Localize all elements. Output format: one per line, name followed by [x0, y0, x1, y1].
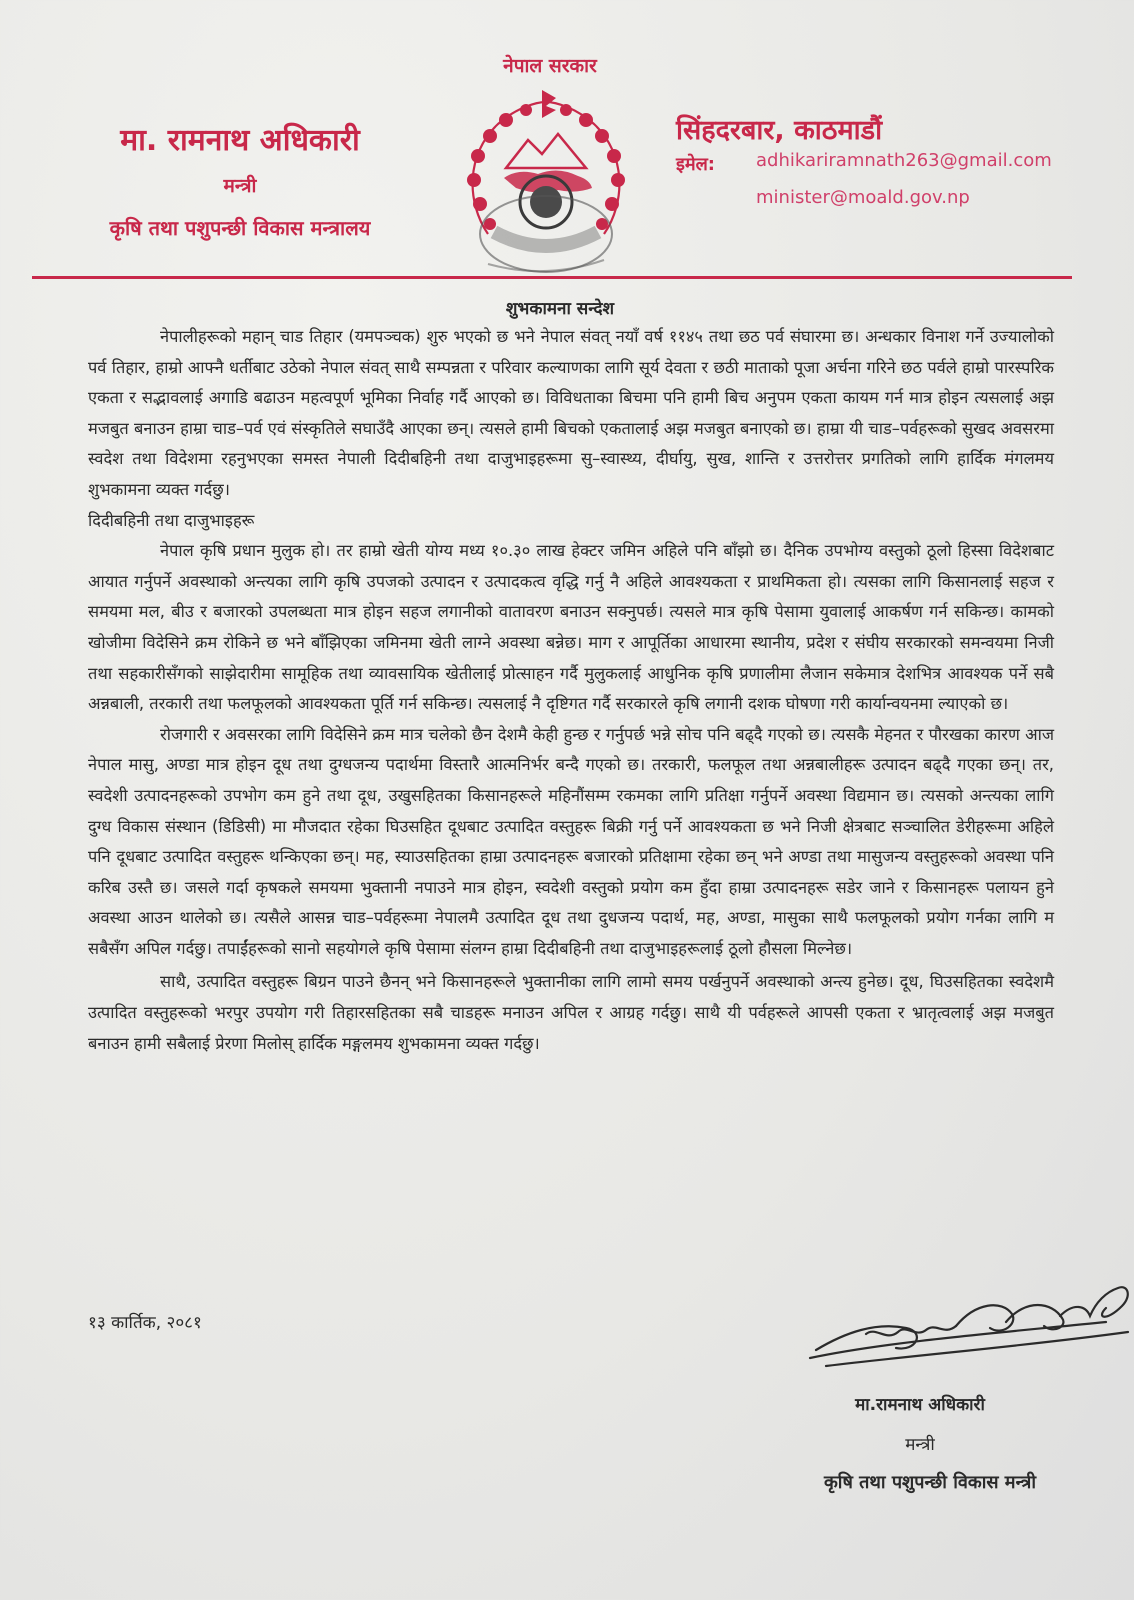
email-primary: adhikariramnath263@gmail.com — [756, 150, 1052, 171]
signatory-role: मन्त्री — [905, 1435, 935, 1455]
letter-date: १३ कार्तिक, २०८१ — [88, 1313, 202, 1333]
paragraph-agriculture: नेपाल कृषि प्रधान मुलुक हो। तर हाम्रो खेती योग्य मध्य १०.३० लाख हेक्टर जमिन अहिले पनि बाँझो छ। दैनिक उपभोग्य वस्तुको ठूलो हिस्सा विदेशबाट आयात गर्नुपर्ने अवस्थाको अन्त्यका लागि कृषि उपजको उत्पादन र उत्पादकत्व वृद्धि गर्नु नै अहिले आवश्यकता र प्राथमिकता हो। त्यसका लागि किसानलाई सहज र समयमा मल, बीउ र बजारको उपलब्धता मात्र होइन सहज लगानीको वातावरण बनाउन सक्नुपर्छ। त्यसले मात्र कृषि पेसामा युवालाई आकर्षण गर्न सकिन्छ। कामको खोजीमा विदेसिने क्रम रोकिने छ भने बाँझिएका जमिनमा खेती लाग्ने अवस्था बन्नेछ। माग र आपूर्तिका आधारमा स्थानीय, प्रदेश र संघीय सरकारको समन्वयमा निजी तथा सहकारीसँगको साझेदारीमा सामूहिक तथा व्यावसायिक खेतीलाई प्रोत्साहन गर्दै मुलुकलाई आधुनिक कृषि प्रणालीमा लैजान सकेमात्र देशभित्र आवश्यक पर्ने सबै अन्नबाली, तरकारी तथा फलफूलको आवश्यकता पूर्ति गर्न सकिन्छ। त्यसलाई नै दृष्टिगत गर्दै सरकारले कृषि लगानी दशक घोषणा गरी कार्यान्वयनमा ल्याएको छ। — [88, 541, 1054, 714]
paragraph-tihar-greetings: नेपालीहरूको महान् चाड तिहार (यमपञ्चक) शुरु भएको छ भने नेपाल संवत् नयाँ वर्ष ११४५ तथा छठ पर्व संघारमा छ। अन्धकार विनाश गर्ने उज्यालोको पर्व तिहार, हाम्रो आफ्नै धर्तीबाट उठेको नेपाल संवत् साथै सम्पन्नता र परिवार कल्याणका लागि सूर्य देवता र छठी माताको पूजा अर्चना गरिने छठ पर्वले हाम्रो पारस्परिक एकता र सद्भावलाई अगाडि बढाउन महत्वपूर्ण भूमिका निर्वाह गर्दै आएको छ। विविधताका बिचमा पनि हामी बिच अनुपम एकता कायम गर्न मात्र होइन त्यसलाई अझ मजबुत बनाउन हाम्रा चाड–पर्व एवं संस्कृतिले सघाउँदै आएका छन्। त्यसले हामी बिचको एकतालाई अझ मजबुत बनाएको छ। हाम्रा यी चाड–पर्वहरूको सुखद अवसरमा स्वदेश तथा विदेशमा रहनुभएका समस्त नेपाली दिदीबहिनी तथा दाजुभाइहरूमा सु–स्वास्थ्य, दीर्घायु, सुख, शान्ति र उत्तरोत्तर प्रगतिको लागि हार्दिक मंगलमय शुभकामना व्यक्त गर्दछु। — [88, 327, 1054, 499]
office-location: सिंहदरबार, काठमाडौं — [676, 115, 883, 146]
paragraph-domestic-products: रोजगारी र अवसरका लागि विदेसिने क्रम मात्र चलेको छैन देशमै केही हुन्छ र गर्नुपर्छ भन्ने सोच पनि बढ्दै गएको छ। त्यसकै मेहनत र पौरखका कारण आज नेपाल मासु, अण्डा मात्र होइन दूध तथा दुग्धजन्य पदार्थमा विस्तारै आत्मनिर्भर बन्दै गएको छ। तरकारी, फलफूल तथा अन्नबालीहरू उत्पादन बढ्दै गएका छन्। तर, स्वदेशी उत्पादनहरूको उपभोग कम हुने तथा दूध, उखुसहितका किसानहरूले महिनौंसम्म रकमका लागि प्रतिक्षा गर्नुपर्ने अवस्था विद्यमान छ। त्यसको अन्त्यका लागि दुग्ध विकास संस्थान (डिडिसी) मा मौजदात रहेका घिउसहित दूधबाट उत्पादित वस्तुहरू बिक्री गर्नु पर्ने आवश्यकता छ भने निजी क्षेत्रबाट सञ्चालित डेरीहरूमा अहिले पनि दूधबाट उत्पादित वस्तुहरू थन्किएका छन्। मह, स्याउसहितका हाम्रा उत्पादनहरू बजारको प्रतिक्षामा रहेका छन् भने अण्डा तथा मासुजन्य वस्तुहरूको अवस्था पनि करिब उस्तै छ। जसले गर्दा कृषकले समयमा भुक्तानी नपाउने मात्र होइन, स्वदेशी वस्तुको प्रयोग कम हुँदा हाम्रा उत्पादनहरू सडेर जाने र किसानहरू पलायन हुने अवस्था आउन थालेको छ। त्यसैले आसन्न चाड–पर्वहरूमा नेपालमै उत्पादित दूध तथा दुधजन्य पदार्थ, मह, अण्डा, मासुका साथै फलफूलको प्रयोग गर्नका लागि म सबैसँग अपिल गर्दछु। तपाईंहरूको सानो सहयोगले कृषि पेसामा संलग्न हाम्रा दिदीबहिनी तथा दाजुभाइहरूलाई ठूलो हौसला मिल्नेछ। — [88, 724, 1054, 958]
signatory-name: मा.रामनाथ अधिकारी — [855, 1395, 985, 1415]
letter-subject: शुभकामना सन्देश — [505, 299, 615, 319]
email-label: इमेल: — [676, 154, 716, 175]
header-divider — [32, 276, 1072, 279]
email-official: minister@moald.gov.np — [756, 187, 970, 208]
ministry-name: कृषि तथा पशुपन्छी विकास मन्त्रालय — [109, 216, 371, 240]
signatory-ministry: कृषि तथा पशुपन्छी विकास मन्त्री — [823, 1472, 1037, 1493]
minister-role: मन्त्री — [223, 175, 257, 197]
government-title: नेपाल सरकार — [503, 55, 597, 77]
handwritten-signature-icon — [806, 1262, 1134, 1382]
minister-name: मा. रामनाथ अधिकारी — [120, 123, 360, 158]
nepal-government-emblem-icon — [458, 84, 634, 280]
paragraph-appeal: साथै, उत्पादित वस्तुहरू बिग्रन पाउने छैनन् भने किसानहरूले भुक्तानीका लागि लामो समय पर्खनुपर्ने अवस्थाको अन्त्य हुनेछ। दूध, घिउसहितका स्वदेशमै उत्पादित वस्तुहरूको भरपुर उपयोग गरी तिहारसहितका सबै चाडहरू मनाउन अपिल र आग्रह गर्दछु। साथै यी पर्वहरूले आपसी एकता र भ्रातृत्वलाई अझ मजबुत बनाउन हामी सबैलाई प्रेरणा मिलोस् हार्दिक मङ्गलमय शुभकामना व्यक्त गर्दछु। — [88, 972, 1054, 1053]
salutation: दिदीबहिनी तथा दाजुभाइहरू — [88, 510, 255, 530]
letter-body — [88, 322, 1054, 1059]
